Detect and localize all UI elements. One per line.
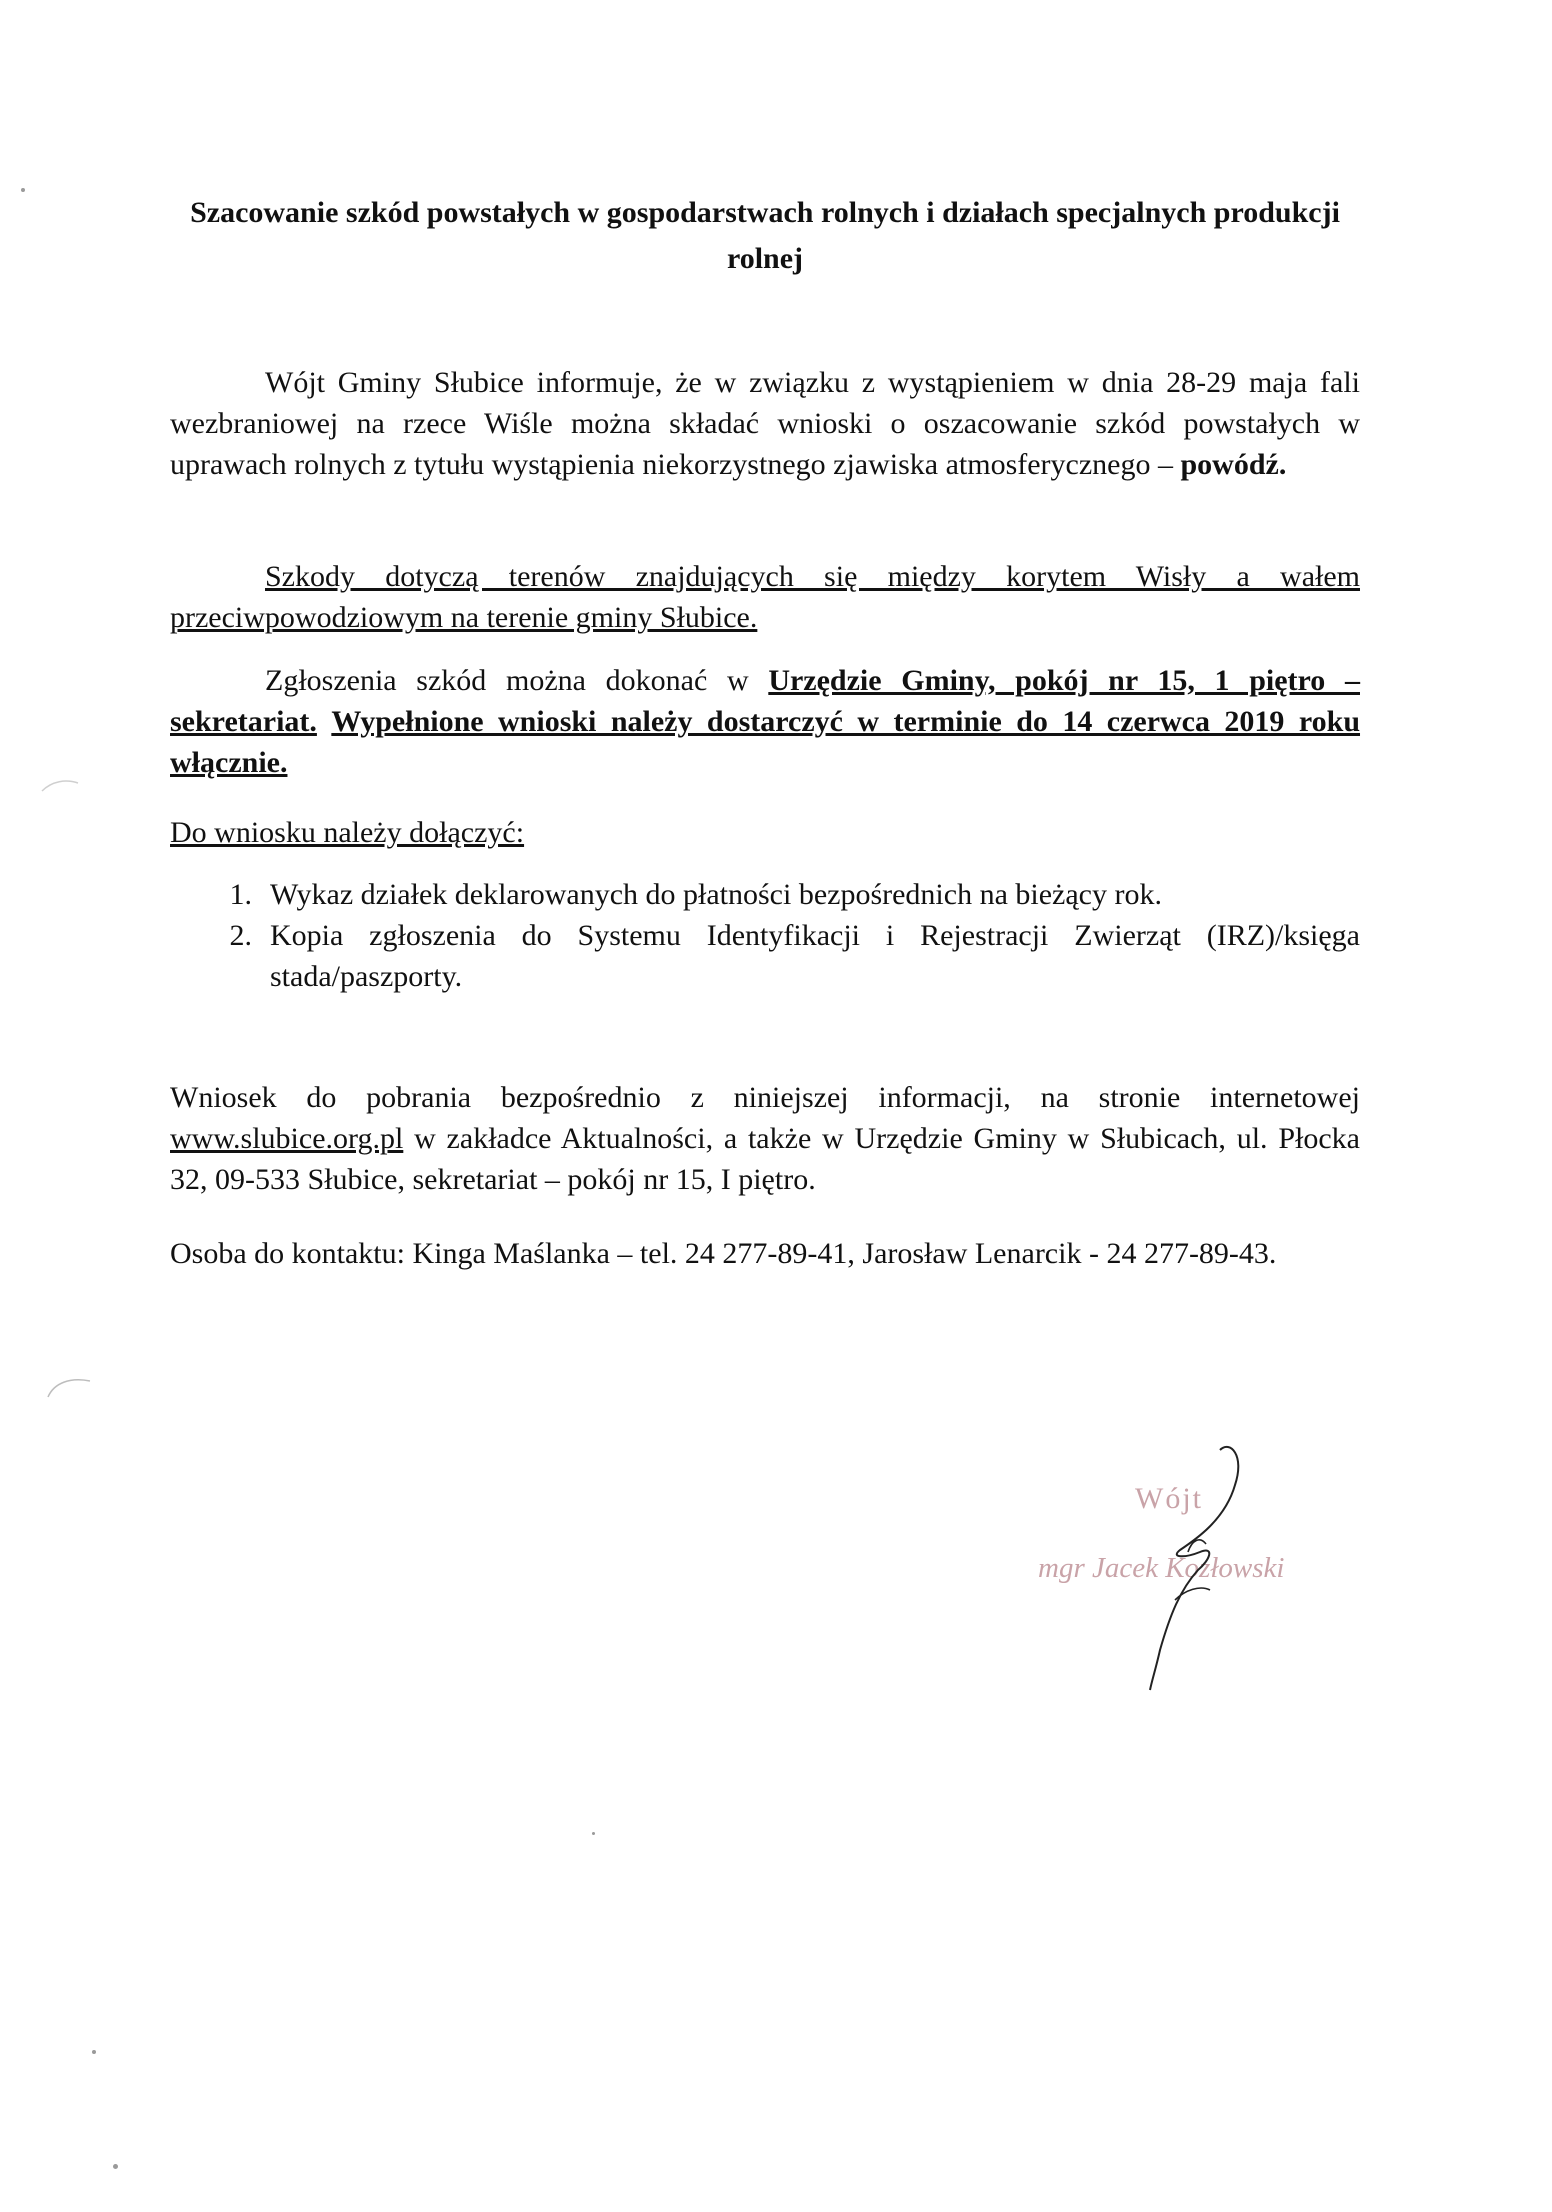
stamp-title: Wójt (1135, 1482, 1203, 1515)
report-deadline: Wypełnione wnioski należy dostarczyć w terminie do 14 czerwca 2019 roku włącznie. (170, 705, 1361, 779)
report-space (317, 705, 331, 738)
document-title: Szacowanie szkód powstałych w gospodarstwach rolnych i działach specjalnych produkcji rolnej (190, 196, 1340, 275)
download-tail: w zakładce Aktualności, a także w Urzędzie Gminy w Słubicach, ul. Płocka 32, 09-533 Słubice, sekretariat – pokój nr 15, I piętro. (170, 1122, 1360, 1196)
attachments-list (170, 874, 1360, 997)
scan-edge-mark (40, 775, 80, 795)
report-lead: Zgłoszenia szkód można dokonać w (265, 664, 769, 697)
scan-edge-mark (46, 1375, 92, 1401)
list-item-text: Wykaz działek deklarowanych do płatności bezpośrednich na bieżący rok. (270, 878, 1162, 911)
intro-paragraph (170, 362, 1360, 485)
handwritten-signature (1010, 1440, 1340, 1700)
list-item-number: 1. (229, 878, 252, 911)
website-link[interactable]: www.slubice.org.pl (170, 1122, 404, 1155)
intro-text: Wójt Gminy Słubice informuje, że w związku z wystąpieniem w dnia 28-29 maja fali wezbraniowej na rzece Wiśle można składać wnioski o oszacowanie szkód powstałych w uprawach rolnych z tytułu wystąpienia niekorzystnego zjawiska atmosferycznego – (170, 366, 1360, 481)
download-lead: Wniosek do pobrania bezpośrednio z niniejszej informacji, na stronie internetowej (170, 1081, 1360, 1114)
report-location: Urzędzie Gminy, pokój nr 15, 1 piętro – sekretariat. (170, 664, 1360, 738)
area-note: Szkody dotyczą terenów znajdujących się między korytem Wisły a wałem przeciwpowodziowym na terenie gminy Słubice. (170, 560, 1360, 634)
download-paragraph (170, 1077, 1360, 1200)
area-paragraph (170, 556, 1360, 638)
intro-emphasis: powódź. (1180, 448, 1287, 481)
list-item (170, 915, 1360, 997)
scan-speck (92, 2050, 96, 2054)
list-item (170, 874, 1360, 915)
stamp-name: mgr Jacek Kozłowski (1038, 1552, 1285, 1584)
list-item-text: Kopia zgłoszenia do Systemu Identyfikacji i Rejestracji Zwierząt (IRZ)/księga stada/paszporty. (270, 919, 1360, 993)
contact-text: Osoba do kontaktu: Kinga Maślanka – tel. 24 277-89-41, Jarosław Lenarcik - 24 277-89-43. (170, 1237, 1277, 1270)
signature-stamp (1010, 1440, 1340, 1700)
attachments-heading: Do wniosku należy dołączyć: (170, 816, 525, 849)
scan-speck (21, 188, 25, 192)
report-paragraph (170, 660, 1360, 783)
list-item-number: 2. (229, 919, 252, 952)
attachments-heading-paragraph (170, 812, 1360, 853)
scan-speck (113, 2164, 118, 2169)
scan-speck (592, 1832, 595, 1835)
contact-paragraph (170, 1233, 1360, 1274)
